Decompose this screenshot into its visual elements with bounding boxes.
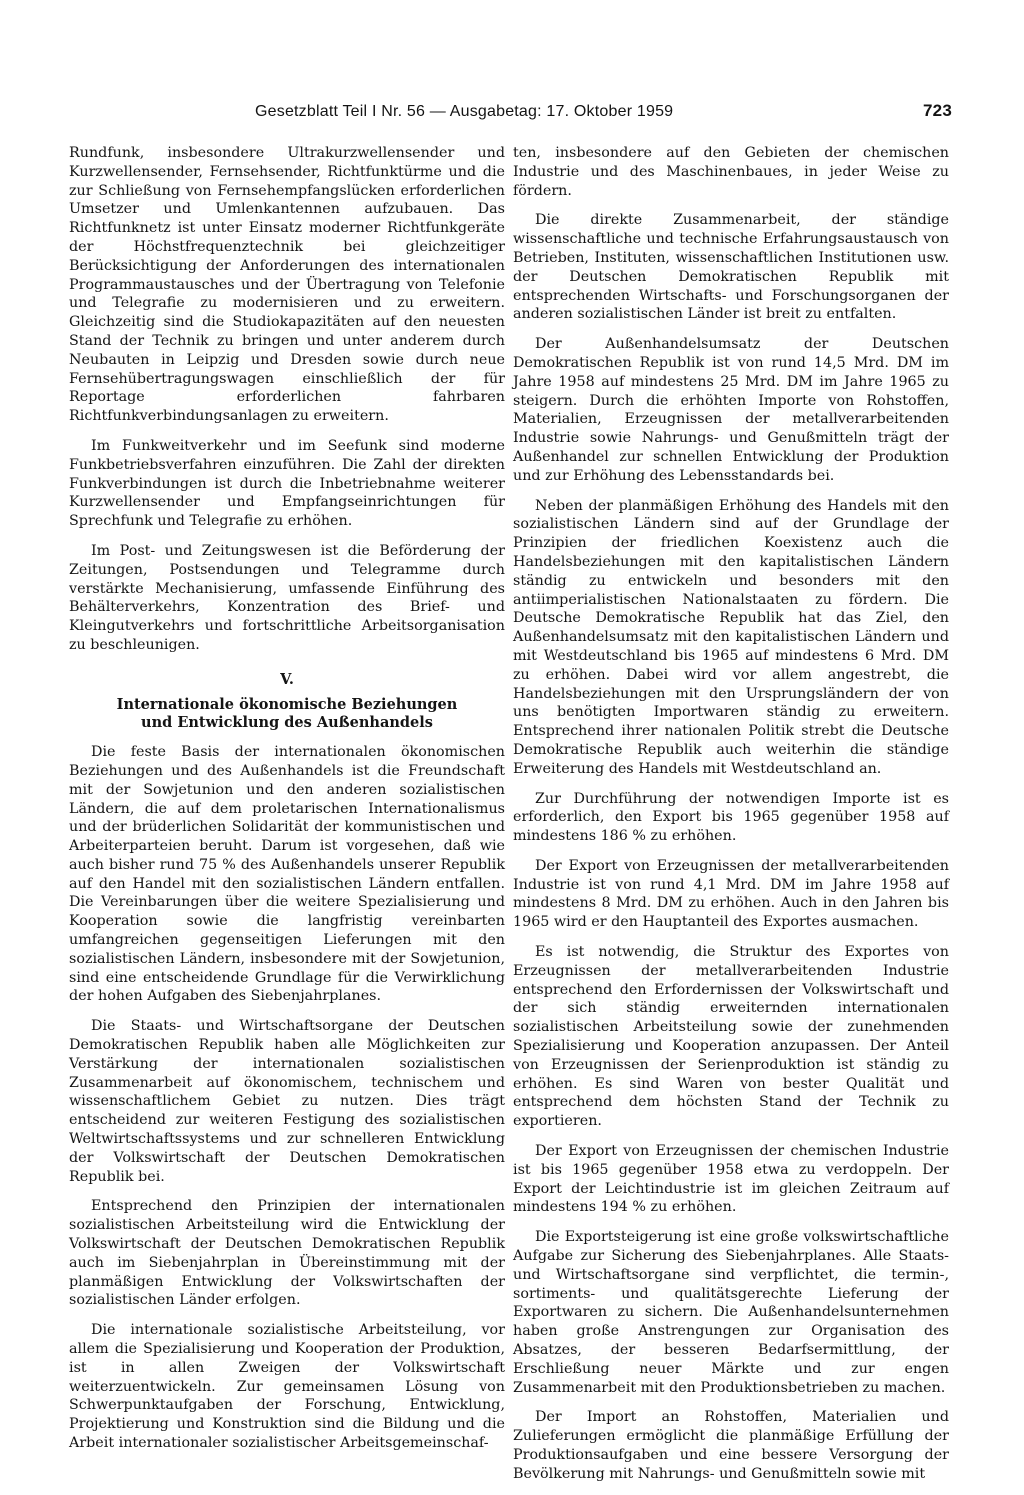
header-title: Gesetzblatt Teil I Nr. 56 — Ausgabetag: 17. Oktober 1959 (255, 103, 674, 120)
paragraph: Der Export von Erzeugnissen der metallverarbeitenden Industrie ist von rund 4,1 Mrd. DM im Jahre 1958 auf mindestens 8 Mrd. DM zu erhöhen. Auch in den Jahren bis 1965 wird er den Hauptanteil des Exportes ausmachen. (513, 857, 949, 931)
paragraph: Es ist notwendig, die Struktur des Exportes von Erzeugnissen der metallverarbeitenden Industrie entsprechend den Erfordernissen der Volkswirtschaft und der sich ständig erweiternden internationalen sozialistischen Arbeitsteilung sowie der zunehmenden Spezialisierung und Kooperation anzupassen. Der Anteil von Erzeugnissen der Serienproduktion ist ständig zu erhöhen. Es sind Waren von bester Qualität und entsprechend dem höchsten Stand der Technik zu exportieren. (513, 944, 949, 1130)
paragraph: Die Staats- und Wirtschaftsorgane der Deutschen Demokratischen Republik haben alle Möglichkeiten zur Verstärkung der internationalen sozialistischen Zusammenarbeit auf ökonomischem, technischem und wissenschaftlichem Gebiet zu nutzen. Dies trägt entscheidend zur weiteren Festigung des sozialistischen Weltwirtschaftssystems und zur schnelleren Entwicklung der Volkswirtschaft der Deutschen Demokratischen Republik bei. (69, 1018, 505, 1185)
paragraph: Rundfunk, insbesondere Ultrakurzwellensender und Kurzwellensender, Fernsehsender, Richtfunktürme und die zur Schließung von Fernsehempfangslücken erforderlichen Umsetzer und Umlenkantennen aufzubauen. Das Richtfunknetz ist unter Einsatz moderner Richtfunkgeräte der Höchstfrequenztechnik bei gleichzeitiger Berücksichtigung der Anforderungen des internationalen Programmaustausches und der Übertragung von Telefonie und Telegrafie zu modernisieren und zu erweitern. Gleichzeitig sind die Studiokapazitäten auf den neuesten Stand der Technik zu bringen und unter anderem durch Neubauten in Leipzig und Dresden sowie durch neue Fernsehübertragungswagen einschließlich der für Reportage erforderlichen fahrbaren Richtfunkverbindungsanlagen zu erweitern. (69, 145, 505, 425)
paragraph: Der Import an Rohstoffen, Materialien und Zulieferungen ermöglicht die planmäßige Erfüllung der Produktionsaufgaben und eine bessere Versorgung der Bevölkerung mit Nahrungs- und Genußmitteln sowie mit (513, 1409, 949, 1482)
section-title (69, 696, 505, 734)
page-header (255, 101, 952, 127)
paragraph: Der Außenhandelsumsatz der Deutschen Demokratischen Republik ist von rund 14,5 Mrd. DM im Jahre 1958 auf mindestens 25 Mrd. DM im Jahre 1965 zu steigern. Durch die erhöhten Importe von Rohstoffen, Materialien, Erzeugnissen der metallverarbeitenden Industrie sowie Nahrungs- und Genußmitteln trägt der Außenhandel zur schnellen Entwicklung der Produktion und zur Erhöhung des Lebensstandards bei. (513, 336, 949, 484)
paragraph: Entsprechend den Prinzipien der internationalen sozialistischen Arbeitsteilung wird die Entwicklung der Volkswirtschaft der Deutschen Demokratischen Republik auch im Siebenjahrplan in Übereinstimmung mit der planmäßigen Entwicklung der Volkswirtschaften der sozialistischen Länder erfolgen. (69, 1198, 505, 1309)
paragraph: Die Exportsteigerung ist eine große volkswirtschaftliche Aufgabe zur Sicherung des Siebenjahrplanes. Alle Staats- und Wirtschaftsorgane sind verpflichtet, die termin-, sortiments- und qualitätsgerechte Lieferung der Exportwaren zu sichern. Die Außenhandelsunternehmen haben große Anstrengungen zur Organisation des Absatzes, der besseren Bedarfsermittlung, der Erschließung neuer Märkte und zur engen Zusammenarbeit mit den Produktionsbetrieben zu machen. (513, 1229, 949, 1396)
paragraph: ten, insbesondere auf den Gebieten der chemischen Industrie und des Maschinenbaues, in jeder Weise zu fördern. (513, 145, 949, 199)
paragraph: Im Funkweitverkehr und im Seefunk sind moderne Funkbetriebsverfahren einzuführen. Die Zahl der direkten Funkverbindungen ist durch die Inbetriebnahme weiterer Kurzwellensender und Empfangseinrichtungen für Sprechfunk und Telegrafie zu erhöhen. (69, 437, 505, 530)
section-number: V. (280, 670, 294, 688)
paragraph: Im Post- und Zeitungswesen ist die Beförderung der Zeitungen, Postsendungen und Telegramme durch verstärkte Mechanisierung, umfassende Einführung des Behälterverkehrs, Konzentration des Brief- und Kleingutverkehrs und fortschrittliche Arbeitsorganisation zu beschleunigen. (69, 542, 505, 653)
right-column (513, 144, 949, 1495)
section-title-line: Internationale ökonomische Beziehungen (116, 695, 458, 713)
left-column (69, 144, 505, 1464)
paragraph: Der Export von Erzeugnissen der chemischen Industrie ist bis 1965 gegenüber 1958 etwa zu verdoppeln. Der Export der Leichtindustrie ist im gleichen Zeitraum auf mindestens 194 % zu erhöhen. (513, 1143, 949, 1216)
paragraph: Zur Durchführung der notwendigen Importe ist es erforderlich, den Export bis 1965 gegenüber 1958 auf mindestens 186 % zu erhöhen. (513, 790, 949, 845)
paragraph: Die feste Basis der internationalen ökonomischen Beziehungen und des Außenhandels ist die Freundschaft mit der Sowjetunion und den anderen sozialistischen Ländern, die auf dem proletarischen Internationalismus und der brüderlichen Solidarität der kommunistischen und Arbeiterparteien beruht. Darum ist vorgesehen, daß wie auch bisher rund 75 % des Außenhandels unserer Republik auf den Handel mit den sozialistischen Ländern entfallen. Die Vereinbarungen über die weitere Spezialisierung und Kooperation sowie die langfristig vereinbarten umfangreichen gegenseitigen Lieferungen mit den sozialistischen Ländern, insbesondere mit der Sowjetunion, sind eine entscheidende Grundlage für die Verwirklichung der hohen Aufgaben des Siebenjahrplanes. (69, 744, 505, 1005)
page-number: 723 (923, 101, 952, 120)
paragraph: Die direkte Zusammenarbeit, der ständige wissenschaftliche und technische Erfahrungsaustausch von Betrieben, Instituten, wissenschaftlichen Institutionen usw. der Deutschen Demokratischen Republik mit entsprechenden Wirtschafts- und Forschungsorganen der anderen sozialistischen Länder ist breit zu entfalten. (513, 212, 949, 323)
paragraph: Die internationale sozialistische Arbeitsteilung, vor allem die Spezialisierung und Kooperation der Produktion, ist in allen Zweigen der Volkswirtschaft weiterzuentwickeln. Zur gemeinsamen Lösung von Schwerpunktaufgaben der Forschung, Entwicklung, Projektierung und Konstruktion sind die Bildung und die Arbeit internationaler sozialistischer Arbeitsgemeinschaf- (69, 1322, 505, 1451)
paragraph: Neben der planmäßigen Erhöhung des Handels mit den sozialistischen Ländern sind auf der Grundlage der Prinzipien der friedlichen Koexistenz auch die Handelsbeziehungen mit den kapitalistischen Ländern ständig zu entwickeln und besonders mit den antiimperialistischen Nationalstaaten zu fördern. Die Deutsche Demokratische Republik hat das Ziel, den Außenhandelsumsatz mit den kapitalistischen Ländern und mit Westdeutschland bis 1965 auf mindestens 6 Mrd. DM zu erhöhen. Dabei wird vor allem angestrebt, die Handelsbeziehungen mit den Ursprungsländern der von uns benötigten Importwaren ständig zu erweitern. Entsprechend ihrer nationalen Politik strebt die Deutsche Demokratische Republik auch weiterhin die ständige Erweiterung des Handels mit Westdeutschland an. (513, 497, 949, 777)
section-title-line: und Entwicklung des Außenhandels (141, 714, 433, 732)
